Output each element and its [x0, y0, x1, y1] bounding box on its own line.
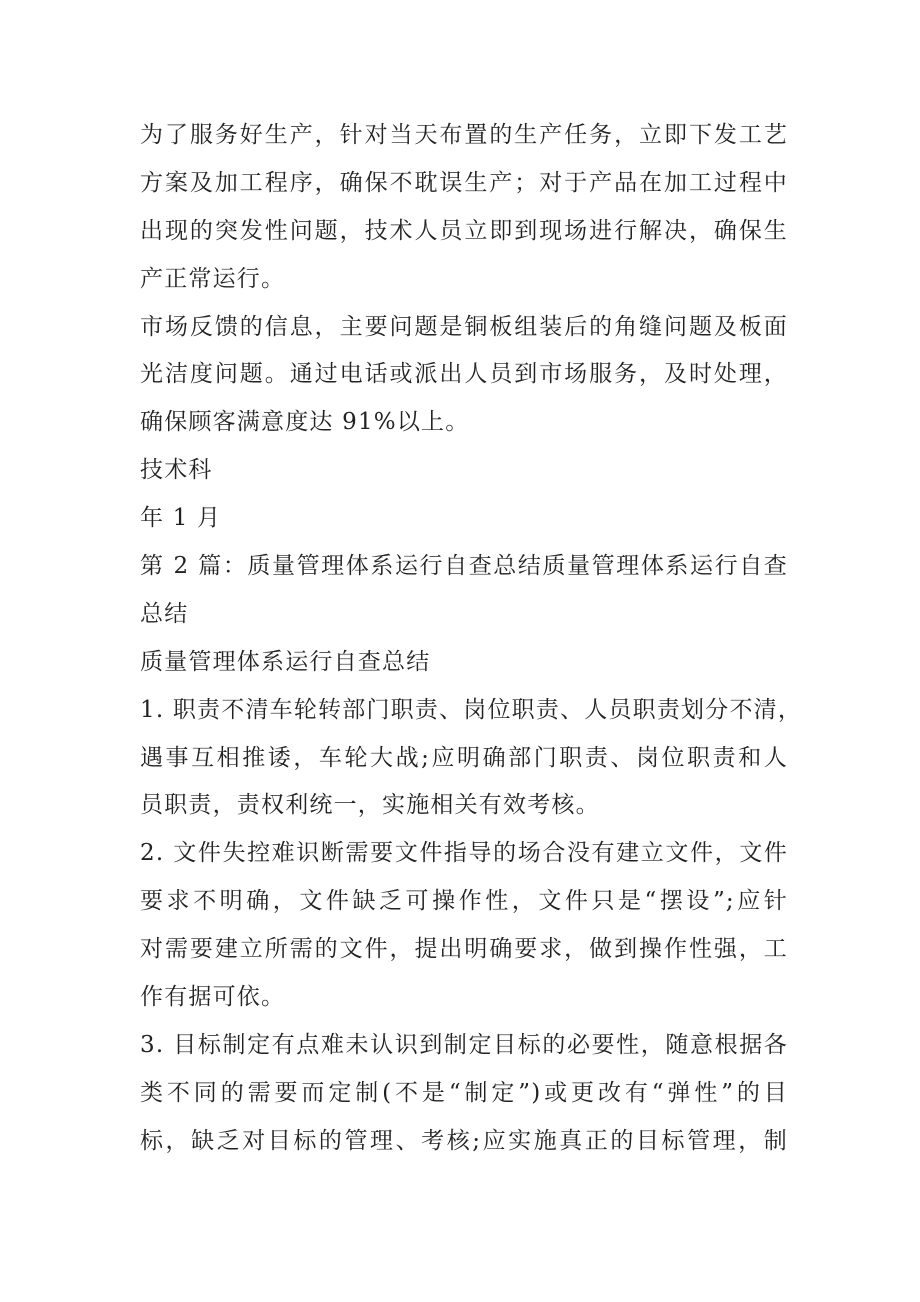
item-3-line-2: 类不同的需要而定制(不是“制定”)或更改有“弹性”的目	[140, 1079, 788, 1106]
document-page	[140, 112, 803, 1166]
text-line-1: 为了服务好生产，针对当天布置的生产任务，立即下发工艺	[140, 122, 788, 148]
text-line-6: 光洁度问题。通过电话或派出人员到市场服务，及时处理，	[140, 361, 788, 388]
item-3-line-3: 标，缺乏对目标的管理、考核;应实施真正的目标管理，制	[140, 1127, 788, 1154]
signature-department: 技术科	[140, 457, 213, 484]
section-heading-cont: 总结	[140, 600, 189, 627]
subsection-title: 质量管理体系运行自查总结	[140, 648, 431, 675]
item-3-line-1: 3. 目标制定有点难未认识到制定目标的必要性，随意根据各	[140, 1031, 788, 1058]
item-2-line-1: 2. 文件失控难识断需要文件指导的场合没有建立文件，文件	[140, 840, 788, 867]
section-heading: 第 2 篇：质量管理体系运行自查总结质量管理体系运行自查	[140, 553, 788, 580]
item-1-line-1: 1. 职责不清车轮转部门职责、岗位职责、人员职责划分不清，	[140, 696, 803, 723]
text-line-3: 出现的突发性问题，技术人员立即到现场进行解决，确保生	[140, 217, 788, 244]
item-2-line-3: 对需要建立所需的文件，提出明确要求，做到操作性强，工	[140, 936, 788, 963]
text-line-5: 市场反馈的信息，主要问题是铜板组装后的角缝问题及板面	[140, 313, 788, 340]
signature-date: 年 1 月	[140, 505, 222, 532]
text-line-7: 确保顾客满意度达 91%以上。	[140, 409, 470, 436]
text-line-4: 产正常运行。	[140, 265, 286, 292]
item-1-line-3: 员职责，责权利统一，实施相关有效考核。	[140, 792, 600, 819]
item-2-line-4: 作有据可依。	[140, 984, 286, 1011]
item-2-line-2: 要求不明确，文件缺乏可操作性，文件只是“摆设”;应针	[140, 888, 788, 915]
text-line-2: 方案及加工程序，确保不耽误生产；对于产品在加工过程中	[140, 169, 788, 196]
item-1-line-2: 遇事互相推诿，车轮大战;应明确部门职责、岗位职责和人	[140, 744, 788, 771]
